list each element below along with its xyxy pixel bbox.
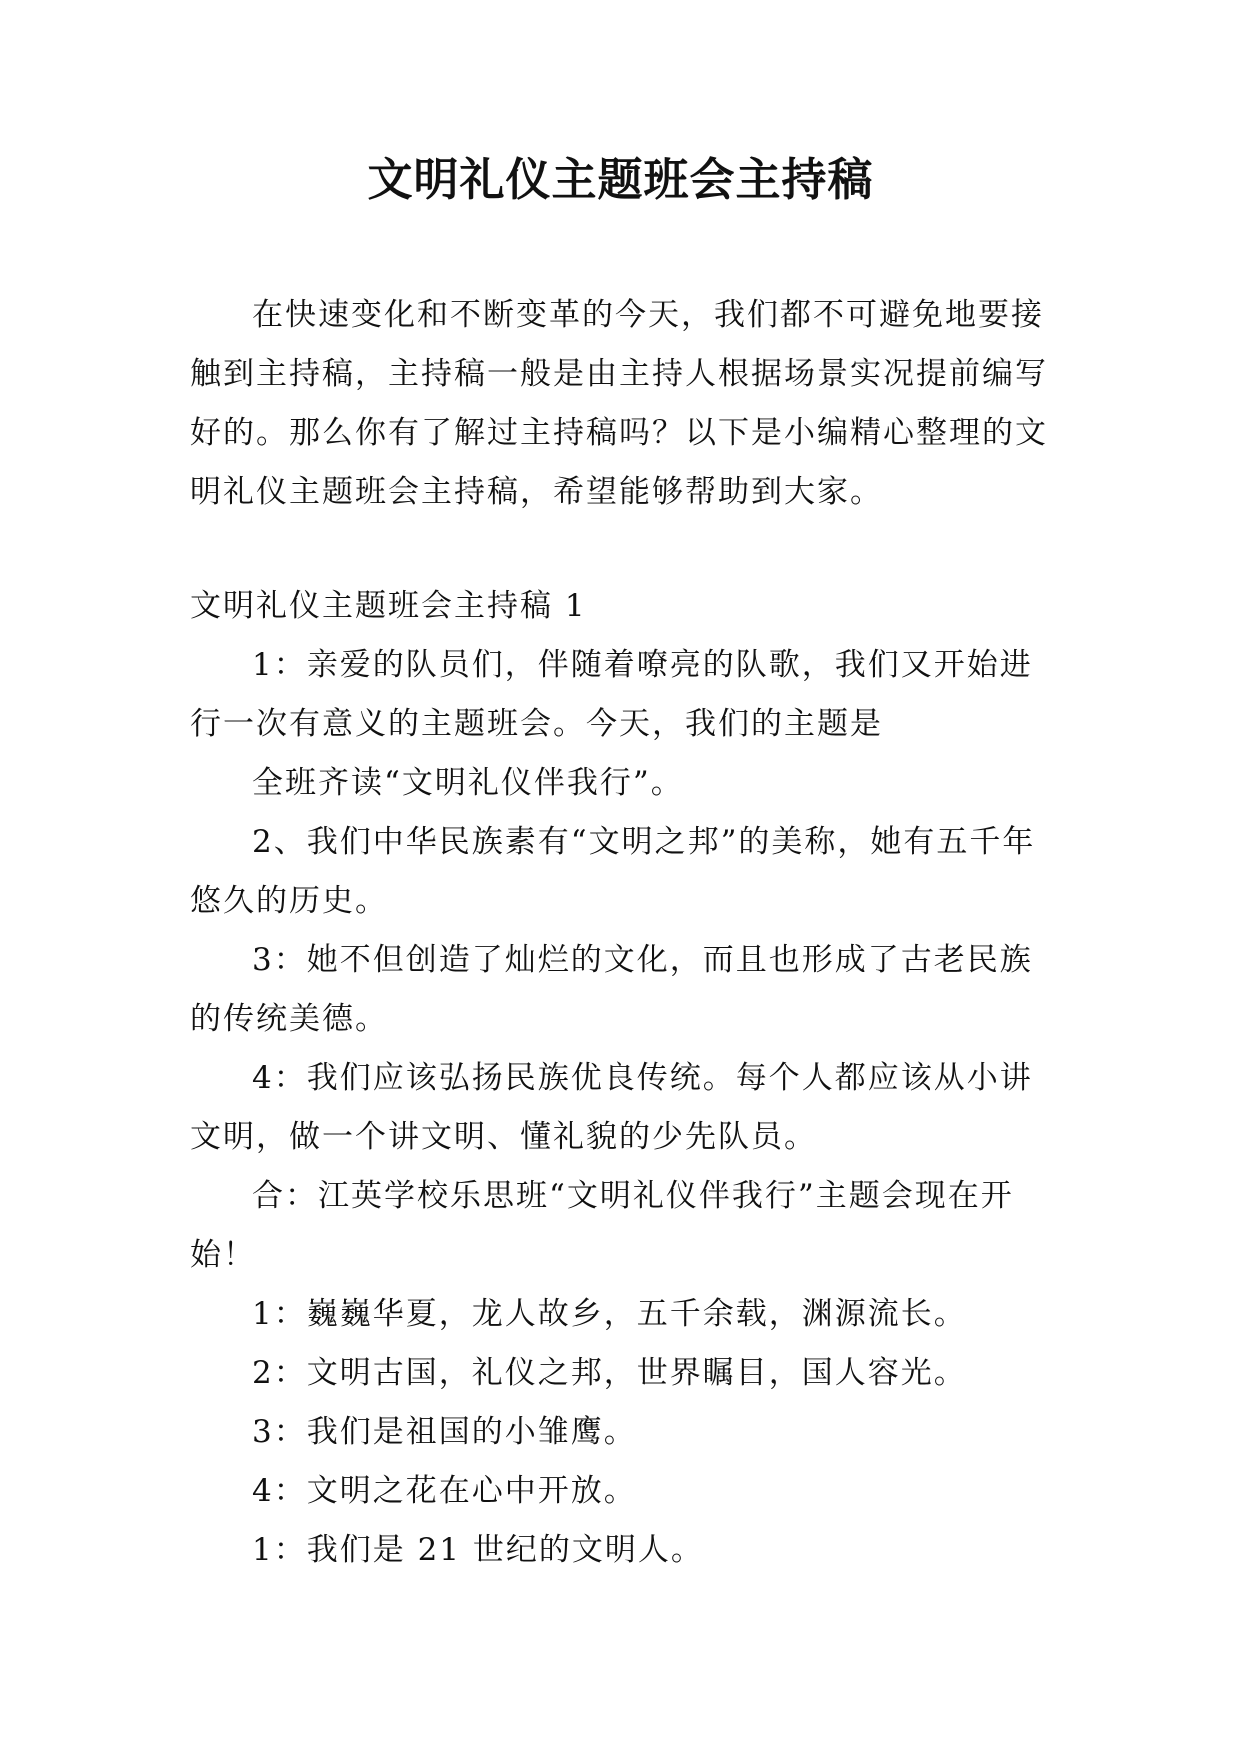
script-line: 2：文明古国，礼仪之邦，世界瞩目，国人容光。 <box>252 1355 967 1391</box>
section-heading: 文明礼仪主题班会主持稿 1 <box>190 588 587 624</box>
script-line: 1：亲爱的队员们，伴随着嘹亮的队歌，我们又开始进行一次有意义的主题班会。今天，我们的主题是 <box>190 647 1033 742</box>
page-title: 文明礼仪主题班会主持稿 <box>367 153 874 206</box>
script-line: 全班齐读“文明礼仪伴我行”。 <box>252 765 684 801</box>
script-line: 4：文明之花在心中开放。 <box>252 1473 637 1509</box>
script-line: 2、我们中华民族素有“文明之邦”的美称，她有五千年悠久的历史。 <box>190 824 1036 919</box>
section-spacer <box>190 522 1050 577</box>
intro-paragraph: 在快速变化和不断变革的今天，我们都不可避免地要接触到主持稿，主持稿一般是由主持人根据场景实况提前编写好的。那么你有了解过主持稿吗？以下是小编精心整理的文明礼仪主题班会主持稿，希望能够帮助到大家。 <box>190 297 1048 510</box>
script-line: 3：我们是祖国的小雏鹰。 <box>252 1414 637 1450</box>
script-line: 1：巍巍华夏，龙人故乡，五千余载，渊源流长。 <box>252 1296 967 1332</box>
document-body <box>190 286 1050 1580</box>
script-line: 1：我们是 21 世纪的文明人。 <box>252 1532 704 1568</box>
script-line: 3：她不但创造了灿烂的文化，而且也形成了古老民族的传统美德。 <box>190 942 1033 1037</box>
script-line: 合：江英学校乐思班“文明礼仪伴我行”主题会现在开始！ <box>190 1178 1014 1273</box>
script-line: 4：我们应该弘扬民族优良传统。每个人都应该从小讲文明，做一个讲文明、懂礼貌的少先队员。 <box>190 1060 1033 1155</box>
